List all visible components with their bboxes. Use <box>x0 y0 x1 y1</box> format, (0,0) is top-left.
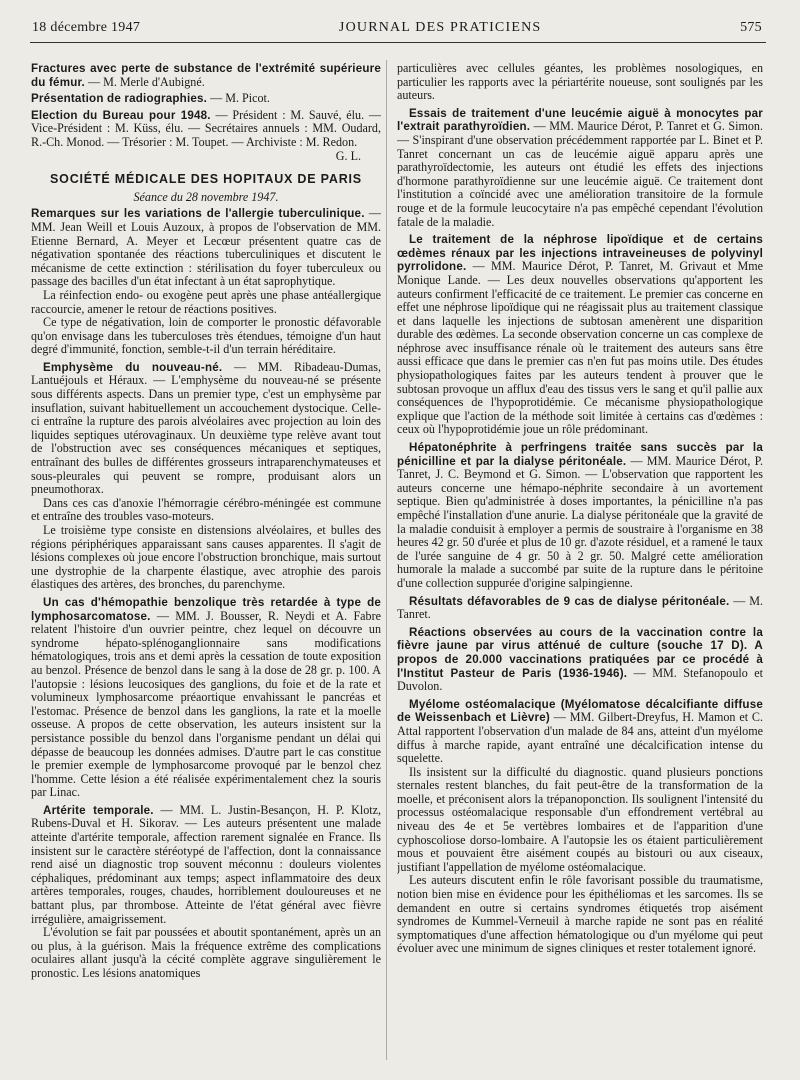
paragraph: La réinfection endo- ou exogène peut après une phase antéallergique raccourcie, amener le retour de réactions positives. <box>31 287 381 316</box>
item-leucemie <box>397 107 763 229</box>
right-column <box>397 62 763 1062</box>
text-myelome: — MM. Gilbert-Dreyfus, H. Mamon et C. Attal rapportent l'observation d'un malade de 84 ans, atteint d'un myélome diffus à marche rapide, ayant entraîné une décalcification intense du squelette. <box>397 710 763 766</box>
heading-myelome: Myélome ostéomalacique (Myélomatose décalcifiante diffuse de Weissenbach et Lièvre) <box>397 697 763 725</box>
left-column <box>31 62 381 1062</box>
text-election: — Président : M. Sauvé, élu. — Vice-Président : M. Küss, élu. — Secrétaires annuels : MM. Oudard, R.-Ch. Monod. — Trésorier : M. Toupet. — Archiviste : M. Redon. <box>31 107 381 149</box>
item-election <box>31 109 381 150</box>
item-vaccination <box>397 626 763 694</box>
column-divider <box>386 60 387 1060</box>
item-myelome <box>397 698 763 766</box>
item-hemopathie <box>31 596 381 800</box>
text-allergie: — MM. Jean Weill et Louis Auzoux, à propos de l'observation de MM. Etienne Bernard, A. Meyer et Lecœur présentent quatre cas de négativation spontanée des réactions tuberculiniques et discutent le mécanisme de cette extinction : stérilisation du foyer tuberculeux ou passage des bacilles d'un état infectant à un état saprophytique. <box>31 206 381 289</box>
text-vaccination: — MM. Stefanopoulo et Duvolon. <box>397 665 763 694</box>
heading-nephrose: Le traitement de la néphrose lipoïdique et de certains œdèmes rénaux par les injections intraveineuses de polyvinyl pyrrolidone. <box>397 233 763 274</box>
paragraph: Le troisième type consiste en distensions alvéolaires, et bulles des régions périphériques apparaissant sans causes apparentes. Il s'agit de lésions complexes où joue encore l'obstruction bronchique, mais surtout une dystrophie de la charpente élastique, avec atrophie des parois élastiques des artères, des bronches, du parenchyme. <box>31 523 381 592</box>
heading-fractures: Fractures avec perte de substance de l'extrémité supérieure du fémur. <box>31 62 381 89</box>
text-nephrose: — MM. Maurice Dérot, P. Tanret, M. Grivaut et Mme Monique Lande. — Les deux nouvelles observations qu'apportent les auteurs confirment l'efficacité de ce traitement. Le premier cas concerne en effet une néphrose lipoïdique qui ne réagissait plus au traitement classique et dans laquelle les injections de subtosan amenèrent une disparition durable des œdèmes. La seconde observation concerne un cas complexe de néphrose avec insuffisance rénale où le traitement des auteurs sans être aussi efficace que dans le premier cas n'en fut pas moins utile. Des études physiopathologiques faites par les auteurs tendent à prouver que le subtosan provoque un afflux d'eau des tissus vers le sang et qu'il pallie aux conséquences de l'hypoprotidémie. Ce mécanisme physiopathologique explique que l'action de la méthode soit limitée à certains cas d'œdèmes : ceux où l'hypoprotidémie joue un rôle prédominant. <box>397 259 763 437</box>
heading-allergie: Remarques sur les variations de l'allergie tuberculinique. <box>31 207 365 221</box>
item-dialyse <box>397 595 763 622</box>
heading-arterite: Artérite temporale. <box>43 803 154 817</box>
page-number: 575 <box>740 20 762 35</box>
item-arterite <box>31 804 381 926</box>
heading-radiographies: Présentation de radiographies. <box>31 92 208 106</box>
heading-leucemie: Essais de traitement d'une leucémie aiguë à monocytes par l'extrait parathyroïdien. <box>397 106 763 134</box>
running-header <box>32 16 762 40</box>
text-emphyseme: — MM. Ribadeau-Dumas, Lantuéjouls et Héraux. — L'emphysème du nouveau-né se présente sous différents aspects. Dans un premier type, c'est un emphysème par insuflation, suivant habituellement un accouchement dystocique. Celle-ci entraîne la rupture des parois alvéolaires avec projection au loin des liquides septiques utérovaginaux. Un deuxième type relève avant tout de l'obstruction avec ses conséquences mécaniques et septiques, entraînant des bulles de différentes grosseurs intraparenchymateuses et sous-pleurales qui peuvent se rompre, produisant alors un pneumothorax. <box>31 359 381 497</box>
heading-dialyse: Résultats défavorables de 9 cas de dialyse péritonéale. <box>409 594 730 608</box>
signature: G. L. <box>335 148 361 163</box>
text-dialyse: — M. Tanret. <box>397 593 763 622</box>
society-heading: SOCIÉTÉ MÉDICALE DES HOPITAUX DE PARIS <box>50 172 362 187</box>
item-radiographies <box>31 92 381 106</box>
heading-hemopathie: Un cas d'hémopathie benzolique très retardée à type de lymphosarcomatose. <box>31 595 381 623</box>
paragraph: Les auteurs discutent enfin le rôle favorisant possible du traumatisme, notion bien mise en évidence pour les épithéliomas et les sarcomes. Ils se demandent en outre si certains syndromes étiquetés trop aisément syndromes de Kummel-Verneuil à marche rapide ne sont pas en réalité symptomatiques d'une affection hématologique ou d'un myélome qui peut évoluer avec une minimum de signes cliniques et rester totalement ignoré. <box>397 873 763 956</box>
paragraph: L'évolution se fait par poussées et aboutit spontanément, après un an ou plus, à la guérison. Mais la fréquence extrême des complications oculaires allant jusqu'à la cécité complète aggrave singulièrement le pronostic. Les lésions anatomiques <box>31 925 381 980</box>
heading-election: Election du Bureau pour 1948. <box>31 108 211 122</box>
text-hemopathie: — MM. J. Bousser, R. Neydi et A. Fabre relatent l'histoire d'un ouvrier peintre, chez lequel on découvre un syndrome hépato-splénoganglionnaire sans modifications hématologiques, trois ans et demi après la cessation de toute exposition au benzol. Présence de benzol dans le sang à la dose de 28 gr. p. 100. A l'autopsie : lésions leucosiques des ganglions, du foie et de la rate et volumineux lymphosarcome préaortique envahissant le pancréas et l'estomac. Présence de benzol dans les ganglions, la rate et la moelle osseuse. A propos de cette observation, les auteurs insistent sur la persistance possible du benzol dans l'organisme pendant un délai qui dépasse de beaucoup les données admises. D'autre part le cas constitue le premier exemple de lymphosarcome provoqué par le benzol chez l'homme. Cette lésion a été réalisée expérimentalement chez la souris par Linac. <box>31 608 381 800</box>
item-emphyseme <box>31 361 381 497</box>
header-date: 18 décembre 1947 <box>32 20 141 35</box>
heading-emphyseme: Emphysème du nouveau-né. <box>43 360 223 374</box>
item-fractures <box>31 62 381 89</box>
paragraph: Ils insistent sur la difficulté du diagnostic. quand plusieurs ponctions sternales restent blanches, du fait peut-être de la transformation de la moelle, et préconisent alors la trépanoponction. Ils soulignent l'intensité du processus ostéomalacique responsable d'un effondrement vertébral au niveau des 4e et 5e vertèbres lombaires et de l'apparition d'une cyphoscoliose dorso-lombaire. A l'autopsie les os étaient particulièrement mous et pouvaient être aisément coupés au bistouri ou aux ciseaux, justifiant l'appellation de myélome ostéomalacique. <box>397 764 763 874</box>
heading-vaccination: Réactions observées au cours de la vaccination contre la fièvre jaune par virus atténué de culture (souche 17 D). A propos de 20.000 vaccinations pratiquées par ce procédé à l'Institut Pasteur de Paris (1936-1946). <box>397 625 763 680</box>
paragraph: Dans ces cas d'anoxie l'hémorragie cérébro-méningée est commune et entraîne des troubles vaso-moteurs. <box>31 495 381 524</box>
text-fractures: — M. Merle d'Aubigné. <box>84 74 205 89</box>
paragraph: particulières avec cellules géantes, les problèmes nosologiques, en particulier les rapports avec la périartérite noueuse, sont soulignés par les auteurs. <box>397 62 763 103</box>
item-nephrose <box>397 233 763 437</box>
item-allergie <box>31 207 381 289</box>
text-arterite: — MM. L. Justin-Besançon, H. P. Klotz, Rubens-Duval et H. Sikorav. — Les auteurs présentent une malade atteinte d'artérite temporale, affection rarement signalée en France. Ils insistent sur le caractère stéréotypé de l'affection, dont la connaissance rend aisé un diagnostic trop souvent méconnu : douleurs violentes céphaliques, prédominant aux temps; aspect inflammatoire des deux artères temporales, rouges, chaudes, horriblement douloureuses et ne battant plus, par thrombose. Atteinte de l'état général avec fièvre irrégulière, amaigrissement. <box>31 802 381 926</box>
text-hepatonephrite: — MM. Maurice Dérot, P. Tanret, J. C. Beymond et G. Simon. — L'observation que rapportent les auteurs concerne une hémapo-néphrite secondaire à un avortement septique. Bien qu'administrée à doses importantes, la pénicilline n'a pas empêché l'installation d'une anurie. La dialyse péritonéale que la gravité de la maladie conduisit à employer a permis de soustraire à l'organisme en 38 heures 42 gr. 50 d'urée et plus de 10 gr. d'azote résiduel, et a ramené le taux de l'urée sanguine de 4 gr. 50 à 2 gr. 50. Malgré cette amélioration humorale la malade a succombé par suite de la rupture dans le péritoine d'une collection suppurée d'origine salpingienne. <box>397 453 763 590</box>
paragraph: Ce type de négativation, loin de comporter le pronostic défavorable qu'on envisage dans les tuberculoses très étendues, témoigne d'un haut degré d'immunité, fonction, semble-t-il d'un terrain héréditaire. <box>31 315 381 357</box>
item-hepatonephrite <box>397 441 763 591</box>
heading-hepatonephrite: Hépatonéphrite à perfringens traitée sans succès par la pénicilline et par la dialyse péritonéale. <box>397 441 763 468</box>
text-leucemie: — MM. Maurice Dérot, P. Tanret et G. Simon. — S'inspirant d'une observation précédemment rapportée par L. Binet et P. Tanret concernant un cas de leucémie aiguë apparu après une parathyroïdectomie, les auteurs ont étudié les effets des injections d'hormone parathyroïdienne sur une leucémie aiguë. Ce traitement dont l'institution a coïncidé avec une amélioration transitoire de la formule rouge et de la formule leucocytaire n'a pas empêché cependant l'évolution fatale de la maladie. <box>397 119 763 229</box>
text-radiographies: — M. Picot. <box>207 91 270 106</box>
journal-title: JOURNAL DES PRATICIENS <box>338 20 542 35</box>
seance-date: Séance du 28 novembre 1947. <box>133 189 279 204</box>
header-rule <box>30 42 766 43</box>
